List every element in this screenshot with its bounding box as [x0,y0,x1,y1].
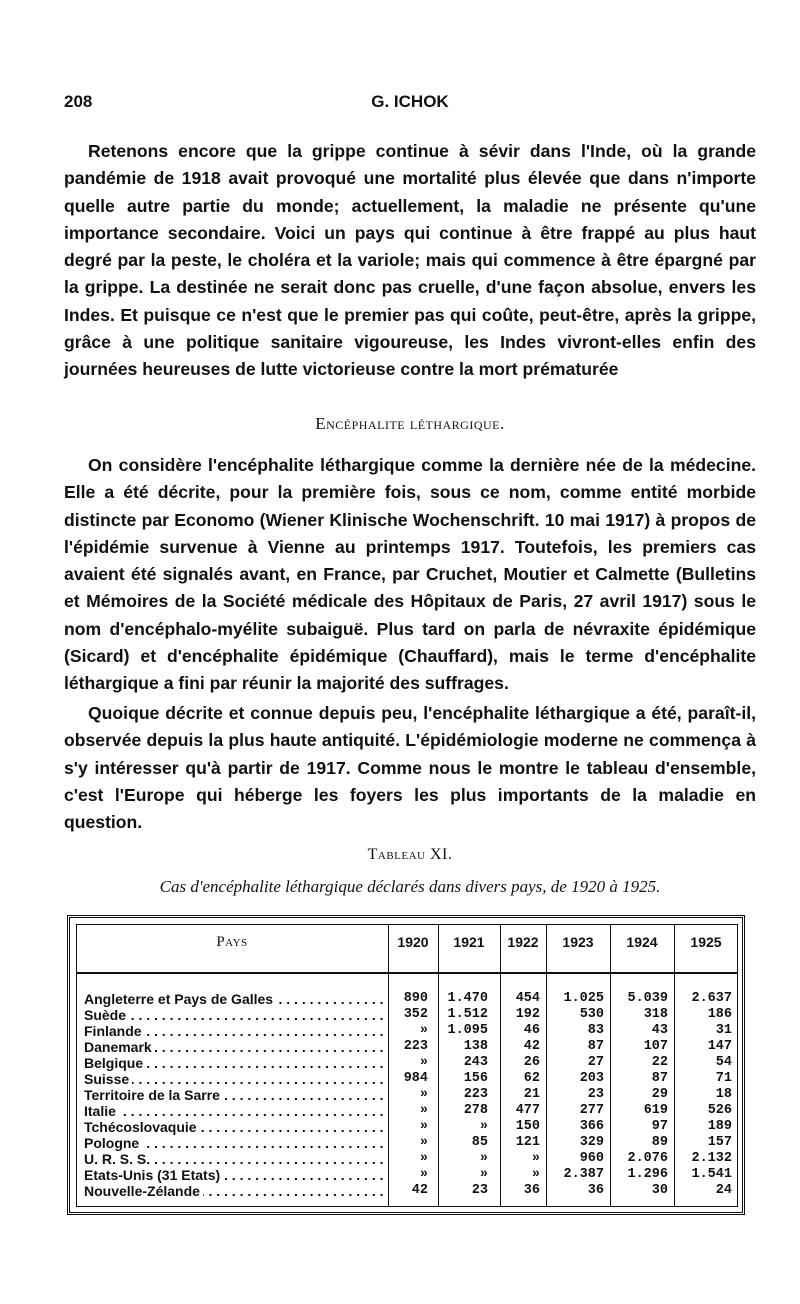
cell-1923: 203 [579,1071,604,1086]
country-name: Danemark . . . [84,1039,388,1055]
column-header-1920: 1920 [397,934,429,950]
cell-1922: 36 [523,1183,540,1198]
cell-1920: » [419,1087,428,1102]
page-header [64,92,756,114]
table-row [76,1167,738,1183]
cell-1925: 31 [715,1023,732,1038]
country-name: Pologne . . . [84,1135,388,1151]
cell-1922: 454 [515,991,540,1006]
cell-1920: » [419,1055,428,1070]
cell-1921: 1.095 [447,1023,488,1038]
cell-1925: 147 [707,1039,732,1054]
table-row [76,991,738,1007]
cell-1924: 29 [651,1087,668,1102]
cell-1924: 318 [643,1007,668,1022]
cell-1920: 352 [403,1007,428,1022]
cell-1924: 43 [651,1023,668,1038]
cell-1921: » [479,1119,488,1134]
cell-1922: 121 [515,1135,540,1150]
cell-1920: » [419,1151,428,1166]
cell-1925: 186 [707,1007,732,1022]
table-row [76,1023,738,1039]
cell-1922: 477 [515,1103,540,1118]
table-row [76,1119,738,1135]
cell-1922: 21 [523,1087,540,1102]
column-header-1923: 1923 [562,934,594,950]
cell-1923: 2.387 [563,1167,604,1182]
cell-1923: 23 [587,1087,604,1102]
column-header-1921: 1921 [453,934,485,950]
cell-1925: 54 [715,1055,732,1070]
cell-1921: 243 [463,1055,488,1070]
country-name: Italie . . . [84,1103,388,1119]
cell-1922: 46 [523,1023,540,1038]
cell-1924: 97 [651,1119,668,1134]
cell-1922: » [531,1151,540,1166]
table-row [76,1135,738,1151]
cell-1924: 30 [651,1183,668,1198]
page-number: 208 [64,92,93,111]
table-title: Tableau XI. [367,846,453,863]
cell-1923: 27 [587,1055,604,1070]
cell-1923: 960 [579,1151,604,1166]
cell-1921: » [479,1167,488,1182]
running-head: G. ICHOK [371,92,449,111]
cell-1920: 890 [403,991,428,1006]
cell-1920: 223 [403,1039,428,1054]
cell-1921: 156 [463,1071,488,1086]
cell-1924: 5.039 [627,991,668,1006]
country-name: Suisse . . . [84,1071,388,1087]
cell-1923: 87 [587,1039,604,1054]
column-header-pays: Pays [216,934,248,950]
cell-1920: 42 [411,1183,428,1198]
cell-1922: » [531,1167,540,1182]
cell-1921: 138 [463,1039,488,1054]
cell-1922: 192 [515,1007,540,1022]
table-row [76,1055,738,1071]
cell-1921: » [479,1151,488,1166]
cell-1921: 85 [471,1135,488,1150]
table-row [76,1103,738,1119]
country-name: Suède . . . [84,1007,388,1023]
cell-1923: 83 [587,1023,604,1038]
cell-1925: 1.541 [691,1167,732,1182]
cell-1921: 278 [463,1103,488,1118]
country-name: Etats-Unis (31 Etats) . . . [84,1167,388,1183]
cell-1920: » [419,1103,428,1118]
table-row [76,1039,738,1055]
cell-1922: 62 [523,1071,540,1086]
column-header-1924: 1924 [626,934,658,950]
table-row [76,1071,738,1087]
cell-1923: 277 [579,1103,604,1118]
cell-1920: » [419,1119,428,1134]
country-name: Territoire de la Sarre . . . [84,1087,388,1103]
country-name: Tchécoslovaquie . . . [84,1119,388,1135]
cell-1924: 22 [651,1055,668,1070]
cell-1921: 1.470 [447,991,488,1006]
cell-1923: 366 [579,1119,604,1134]
cell-1923: 530 [579,1007,604,1022]
cell-1921: 223 [463,1087,488,1102]
cell-1925: 71 [715,1071,732,1086]
cell-1922: 150 [515,1119,540,1134]
cell-1925: 526 [707,1103,732,1118]
cell-1924: 89 [651,1135,668,1150]
cell-1925: 2.637 [691,991,732,1006]
cell-1920: » [419,1167,428,1182]
cell-1923: 329 [579,1135,604,1150]
cell-1924: 2.076 [627,1151,668,1166]
paragraph-encephalite-epidemiologie: Quoique décrite et connue depuis peu, l'encéphalite léthargique a été, paraît-il, observée depuis la plus haute antiquité. L'épidémiologie moderne ne commença à s'y intéresser qu'à partir de 1917. Comme nous le montre le tableau d'ensemble, c'est l'Europe qui héberge les foyers les plus importants de la maladie en question. [64,703,756,833]
section-heading: Encéphalite léthargique. [315,414,505,433]
cell-1922: 42 [523,1039,540,1054]
country-name: Nouvelle-Zélande . . . [84,1183,388,1199]
cell-1925: 189 [707,1119,732,1134]
cell-1920: » [419,1023,428,1038]
cell-1924: 87 [651,1071,668,1086]
cell-1921: 1.512 [447,1007,488,1022]
cell-1924: 619 [643,1103,668,1118]
country-name: Angleterre et Pays de Galles . . . [84,991,388,1007]
cell-1923: 36 [587,1183,604,1198]
cell-1925: 18 [715,1087,732,1102]
cell-1925: 157 [707,1135,732,1150]
table-row [76,1151,738,1167]
paragraph-grippe-inde: Retenons encore que la grippe continue à sévir dans l'Inde, où la grande pandémie de 1918 avait provoqué une mortalité plus élevée que dans n'importe quelle autre partie du monde; actuellement, la maladie ne présente qu'une importance secondaire. Voici un pays qui continue à être frappé au plus haut degré par la peste, le choléra et la variole; mais qui commence à être épargné par la grippe. La destinée ne serait donc pas cruelle, d'une façon absolue, envers les Indes. Et puisque ce n'est que le premier pas qui coûte, peut-être, après la grippe, grâce à une politique sanitaire vigoureuse, les Indes vivront-elles enfin des journées heureuses de lutte victorieuse contre la mort prématurée [64,141,756,380]
cell-1923: 1.025 [563,991,604,1006]
cell-1925: 2.132 [691,1151,732,1166]
cell-1921: 23 [471,1183,488,1198]
paragraph-encephalite-definition: On considère l'encéphalite léthargique comme la dernière née de la médecine. Elle a été décrite, pour la première fois, sous ce nom, comme entité morbide distincte par Economo (Wiener Klinische Wochenschrift. 10 mai 1917) à propos de l'épidémie survenue à Vienne au printemps 1917. Toutefois, les premiers cas avaient été signalés avant, en France, par Cruchet, Moutier et Calmette (Bulletins et Mémoires de la Société médicale des Hôpitaux de Paris, 27 avril 1917) sous le nom d'encéphalo-myélite subaiguë. Plus tard on parla de névraxite épidémique (Sicard) et d'encéphalite épidémique (Chauffard), mais le terme d'encéphalite léthargique a fini par réunir la majorité des suffrages. [64,455,756,694]
country-name: U. R. S. S. . . . [84,1151,388,1167]
cell-1920: 984 [403,1071,428,1086]
column-header-1922: 1922 [507,934,539,950]
cell-1922: 26 [523,1055,540,1070]
header-rule [76,972,738,974]
table-body [76,991,738,1199]
cell-1920: » [419,1135,428,1150]
cell-1924: 1.296 [627,1167,668,1182]
country-name: Finlande . . . [84,1023,388,1039]
cell-1925: 24 [715,1183,732,1198]
table-row [76,1007,738,1023]
table-row [76,1183,738,1199]
cell-1924: 107 [643,1039,668,1054]
table-caption: Cas d'encéphalite léthargique déclarés dans divers pays, de 1920 à 1925. [159,877,661,896]
country-name: Belgique . . . [84,1055,388,1071]
table-row [76,1087,738,1103]
column-header-1925: 1925 [690,934,722,950]
